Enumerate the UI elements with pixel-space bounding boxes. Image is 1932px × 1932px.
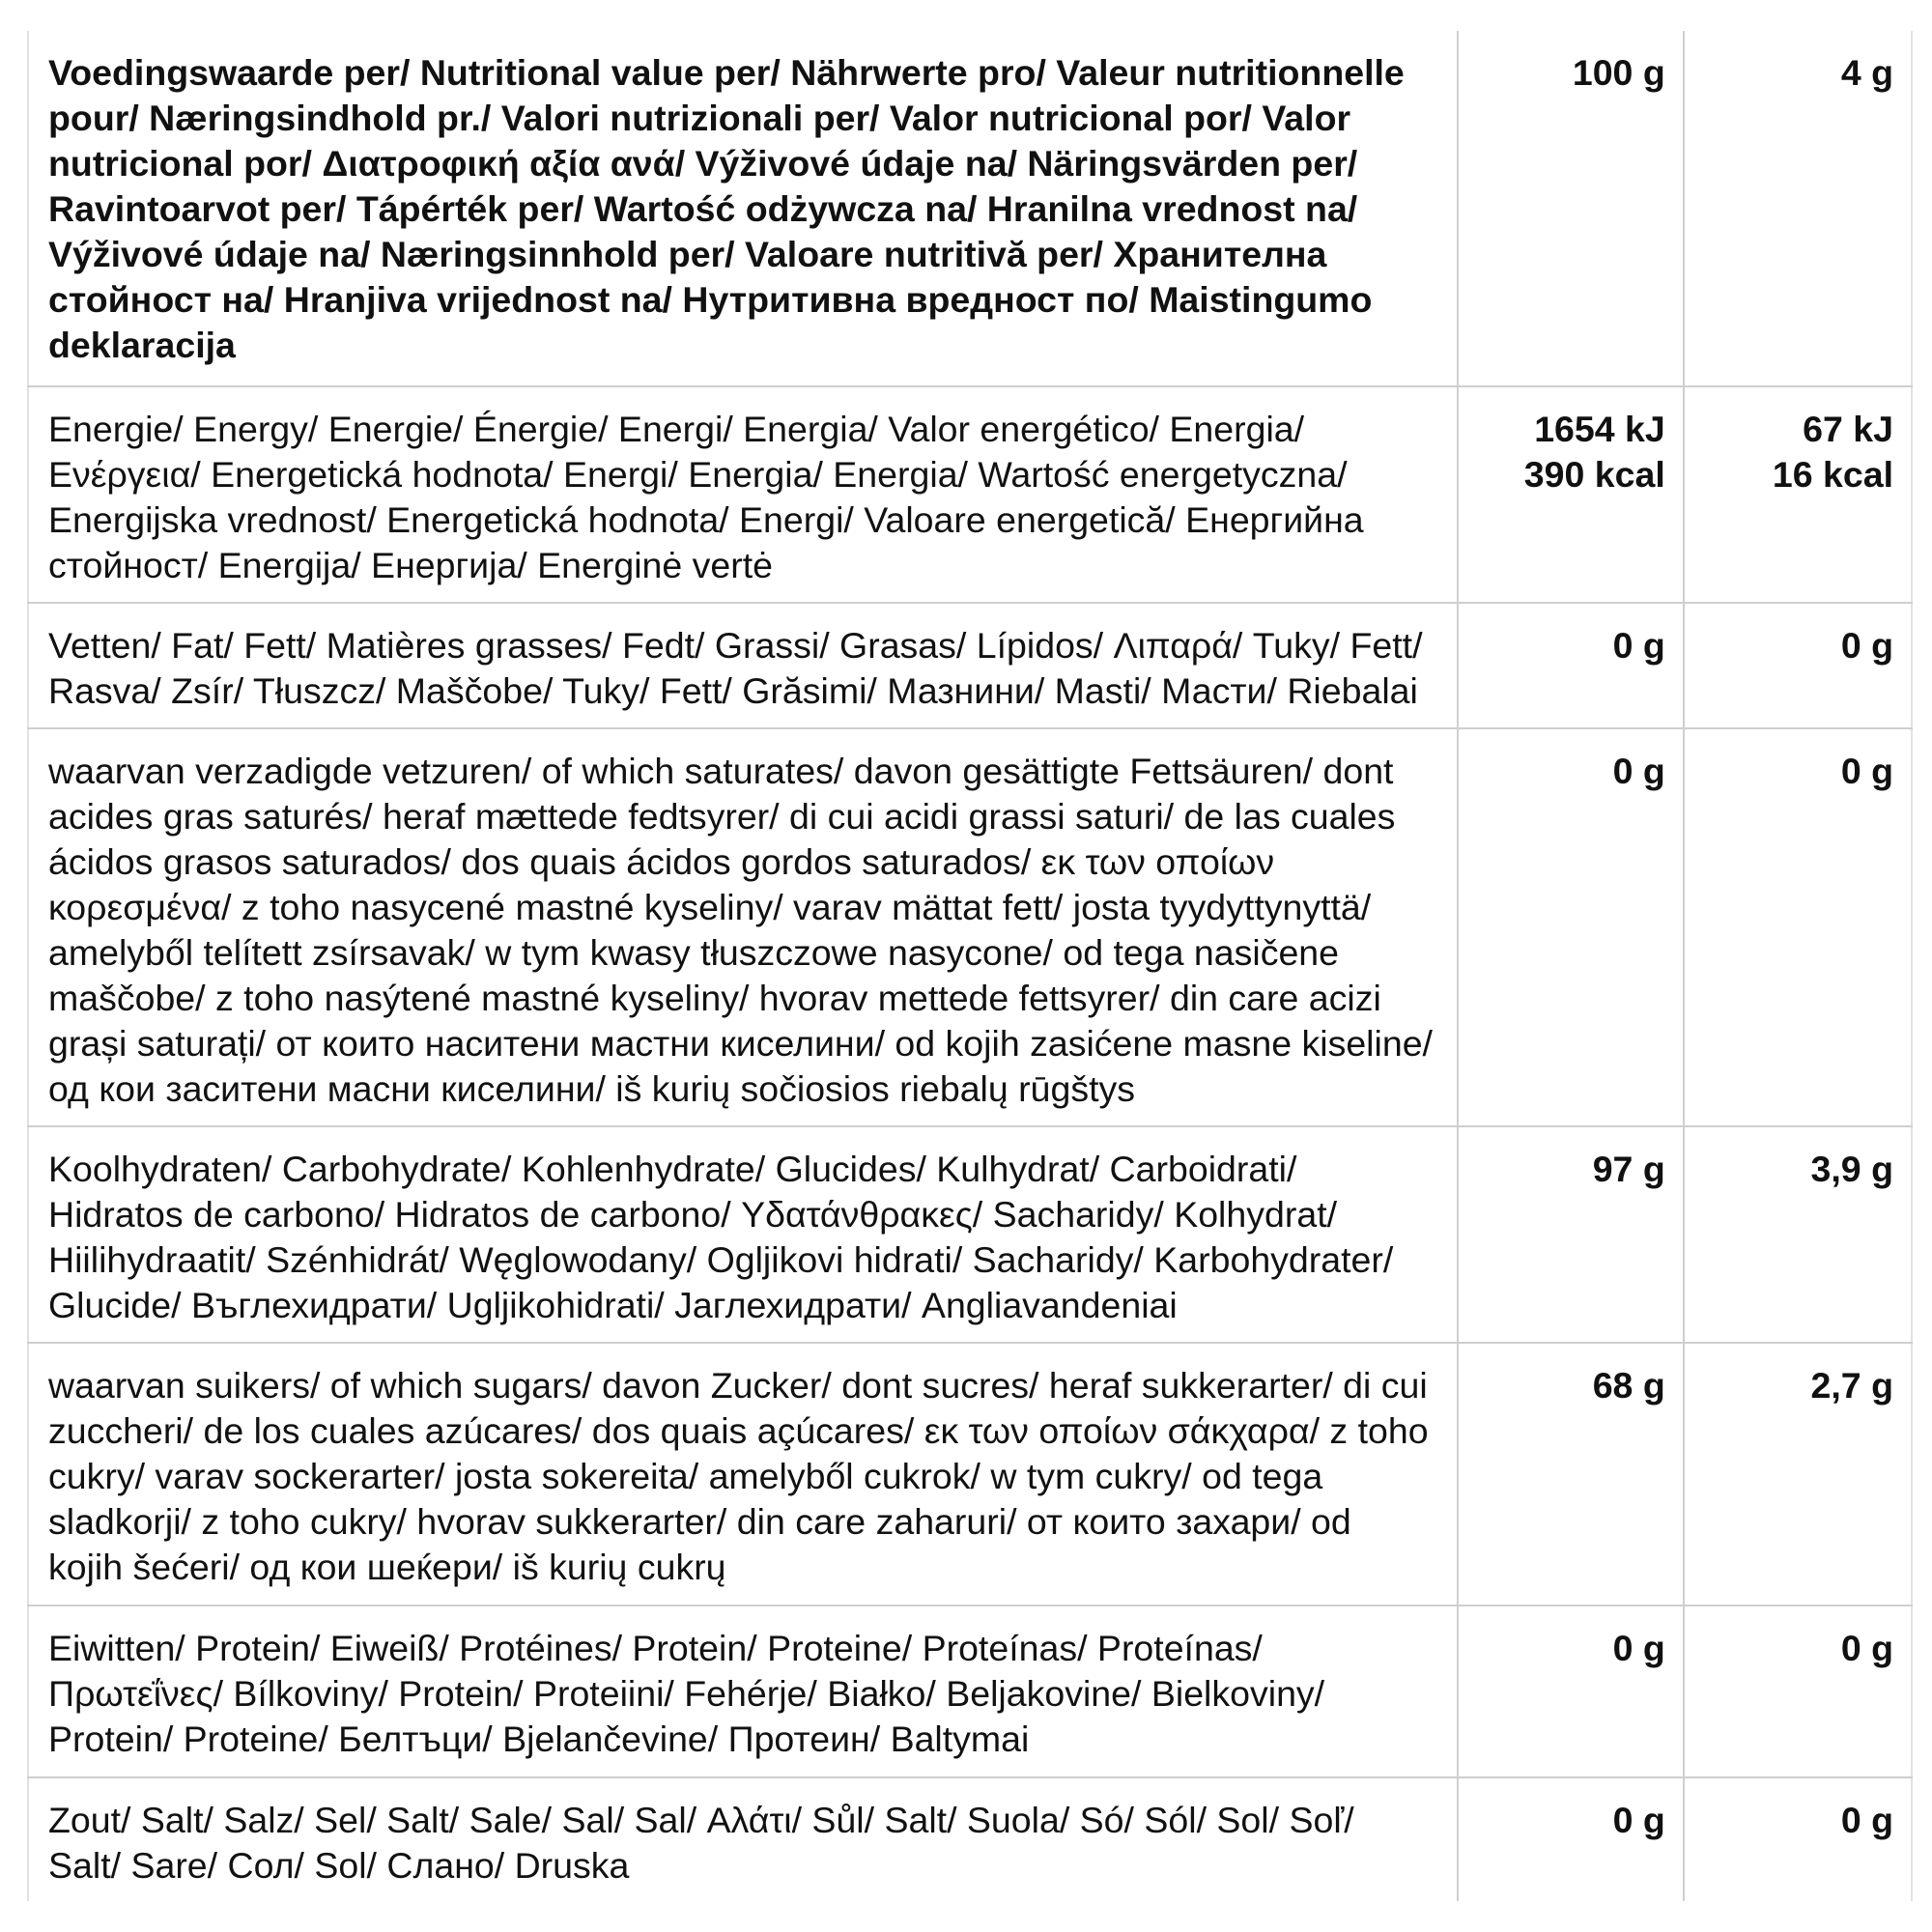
energy-label: Energie/ Energy/ Energie/ Énergie/ Energi/ Energia/ Valor energético/ Energia/ Ενέργεια/ Energetická hodnota/ Energi/ Energia/ Energia/ Wartość energetyczna/ Energijska vrednost/ Energetická hodnota/ Energi/ Valoare energetică/ Енергийна стойност/ Energija/ Енергија/ Energinė vertė [48,409,1364,585]
table-row-protein [28,1605,1912,1777]
table-row-saturates [28,728,1912,1126]
saturates-per-serving: 0 g [1840,751,1893,791]
carbohydrate-per-serving: 3,9 g [1810,1149,1893,1189]
table-row-carbohydrate [28,1126,1912,1343]
header-per-serving-cell [1684,31,1912,386]
energy-kcal-per-100: 390 kcal [1523,454,1665,495]
carbohydrate-per-100: 97 g [1592,1149,1665,1189]
saturates-label: waarvan verzadigde vetzuren/ of which saturates/ davon gesättigte Fettsäuren/ dont acides gras saturés/ heraf mættede fedtsyrer/ di cui acidi grassi saturi/ de las cuales ácidos grasos saturados/ dos quais ácidos gordos saturados/ εκ των οποίων κορεσμένα/ z toho nasycené mastné kyseliny/ varav mättat fett/ josta tyydyttynyttä/ amelyből telített zsírsavak/ w tym kwasy tłuszczowe nasycone/ od tega nasičene maščobe/ z toho nasýtené mastné kyseliny/ hvorav mettede fettsyrer/ din care acizi grași saturați/ от които наситени мастни киселини/ od kojih zasićene masne kiseline/ од кои заситени масни киселини/ iš kurių sočiosios riebalų rūgštys [48,751,1433,1109]
table-header-row [28,31,1912,386]
header-per-100: 100 g [1572,52,1665,93]
sugars-per-100: 68 g [1592,1365,1665,1406]
saturates-per-100: 0 g [1612,751,1665,791]
header-per-serving: 4 g [1840,52,1893,93]
fat-per-100: 0 g [1612,625,1665,666]
salt-per-100: 0 g [1612,1800,1665,1840]
nutrition-table [27,31,1913,1901]
table-row-fat [28,603,1912,728]
energy-kj-per-100: 1654 kJ [1534,409,1665,449]
header-per-100-cell [1458,31,1684,386]
table-row-sugars [28,1343,1912,1605]
energy-kj-per-serving: 67 kJ [1803,409,1893,449]
fat-per-serving: 0 g [1840,625,1893,666]
header-label: Voedingswaarde per/ Nutritional value per/ Nährwerte pro/ Valeur nutritionnelle pour/ Næringsindhold pr./ Valori nutrizionali per/ Valor nutricional por/ Valor nutricional por/ Διατροφική αξία ανά/ Výživové údaje na/ Näringsvärden per/ Ravintoarvot per/ Tápérték per/ Wartość odżywcza na/ Hranilna vrednost na/ Výživové údaje na/ Næringsinnhold per/ Valoare nutritivă per/ Хранителна стойност на/ Hranjiva vrijednost na/ Нутритивна вредност по/ Maistingumo deklaracija [48,52,1405,365]
protein-per-100: 0 g [1612,1628,1665,1668]
salt-per-serving: 0 g [1840,1800,1893,1840]
header-label-cell [28,31,1458,386]
sugars-per-serving: 2,7 g [1810,1365,1893,1406]
energy-kcal-per-serving: 16 kcal [1772,454,1893,495]
fat-label: Vetten/ Fat/ Fett/ Matières grasses/ Fedt/ Grassi/ Grasas/ Lípidos/ Λιπαρά/ Tuky/ Fett/ Rasva/ Zsír/ Tłuszcz/ Maščobe/ Tuky/ Fett/ Grăsimi/ Мазнини/ Masti/ Масти/ Riebalai [48,625,1423,711]
protein-label: Eiwitten/ Protein/ Eiweiß/ Protéines/ Protein/ Proteine/ Proteínas/ Proteínas/ Πρωτεΐνες/ Bílkoviny/ Protein/ Proteiini/ Fehérje/ Białko/ Beljakovine/ Bielkoviny/ Protein/ Proteine/ Белтъци/ Bjelančevine/ Протеин/ Baltymai [48,1628,1325,1759]
sugars-label: waarvan suikers/ of which sugars/ davon Zucker/ dont sucres/ heraf sukkerarter/ di cui zuccheri/ de los cuales azúcares/ dos quais açúcares/ εκ των οποίων σάκχαρα/ z toho cukry/ varav sockerarter/ josta sokereita/ amelyből cukrok/ w tym cukry/ od tega sladkorji/ z toho cukry/ hvorav sukkerarter/ din care zaharuri/ от които захари/ od kojih šećeri/ од кои шеќери/ iš kurių cukrų [48,1365,1429,1587]
protein-per-serving: 0 g [1840,1628,1893,1668]
table-row-salt [28,1777,1912,1901]
salt-label: Zout/ Salt/ Salz/ Sel/ Salt/ Sale/ Sal/ Sal/ Αλάτι/ Sůl/ Salt/ Suola/ Só/ Sól/ Sol/ Soľ/ Salt/ Sare/ Сол/ Sol/ Слано/ Druska [48,1800,1354,1886]
carbohydrate-label: Koolhydraten/ Carbohydrate/ Kohlenhydrate/ Glucides/ Kulhydrat/ Carboidrati/ Hidratos de carbono/ Hidratos de carbono/ Υδατάνθρακες/ Sacharidy/ Kolhydrat/ Hiilihydraatit/ Szénhidrát/ Węglowodany/ Ogljikovi hidrati/ Sacharidy/ Karbohydrater/ Glucide/ Въглехидрати/ Ugljikohidrati/ Јаглехидрати/ Angliavandeniai [48,1149,1394,1325]
table-row-energy [28,386,1912,603]
